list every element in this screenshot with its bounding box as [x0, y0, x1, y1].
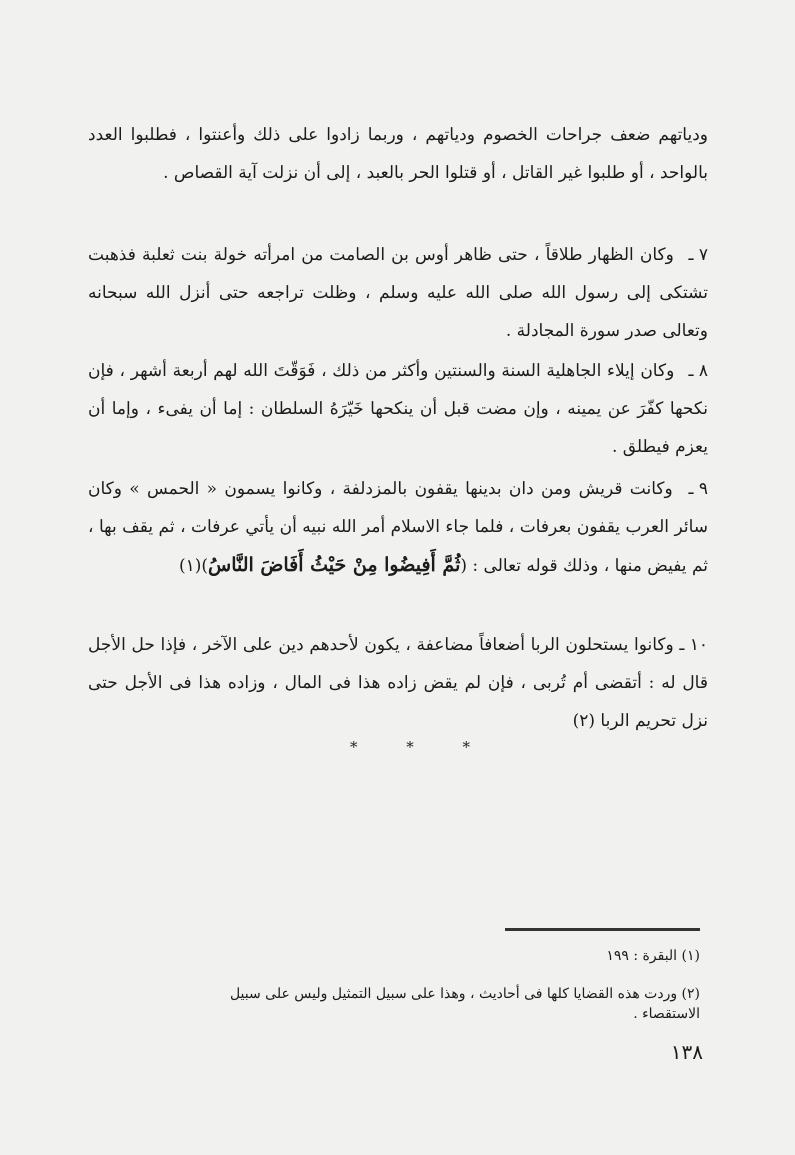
star-icon: * [406, 738, 414, 756]
star-icon: * [462, 738, 470, 756]
paragraph-text: وكانوا يستحلون الربا أضعافاً مضاعفة ، يكون لأحدهم دين على الآخر ، فإذا حل الأجل قال له : أتقضى أم تُربى ، فإن لم يقض زاده هذا فى المال ، وزاده هذا فى الأجل حتى نزل تحريم الربا (٢) [88, 635, 708, 731]
paragraph-text: وكانت قريش ومن دان بدينها يقفون بالمزدلفة ، وكانوا يسمون « الحمس » وكان سائر العرب يقفون بعرفات ، فلما جاء الاسلام أمر الله نبيه أن يأتي عرفات ، ثم يقف بها ، ثم يفيض منها ، وذلك قوله تعالى : ( [88, 479, 708, 576]
paragraph-10 [88, 626, 708, 740]
star-icon: * [350, 738, 358, 756]
footnote-separator [505, 928, 700, 931]
paragraph-number: ١٠ ـ [679, 635, 709, 655]
paragraph-9 [88, 470, 708, 585]
paragraph-number: ٩ ـ [688, 479, 709, 499]
page-number: ١٣٨ [670, 1040, 703, 1064]
footnote-1: (١) البقرة : ١٩٩ [606, 948, 700, 964]
paragraph-text: وكان الظهار طلاقاً ، حتى ظاهر أوس بن الصامت من امرأته خولة بنت ثعلبة فذهبت تشتكى إلى رسول الله صلى الله عليه وسلم ، وظلت تراجعه حتى أنزل الله سبحانه وتعالى صدر سورة المجادلة . [88, 245, 708, 341]
paragraph-text: وكان إيلاء الجاهلية السنة والسنتين وأكثر من ذلك ، فَوَقّتَ الله لهم أربعة أشهر ، فإن نكحها كفّرَ عن يمينه ، وإن مضت قبل أن ينكحها خَيّرَهُ السلطان : إما أن يفىء ، وإما أن يعزم فيطلق . [88, 361, 708, 457]
footnote-2: (٢) وردت هذه القضايا كلها فى أحاديث ، وهذا على سبيل التمثيل وليس على سبيل الاستقصاء . [229, 986, 700, 1022]
paragraph-8 [88, 352, 708, 466]
paragraph-number: ٨ ـ [688, 361, 709, 381]
quran-verse: ثُمَّ أَفِيضُوا مِنْ حَيْثُ أَفَاضَ النَّاسُ [208, 554, 461, 576]
paragraph-7 [88, 236, 708, 350]
paragraph-number: ٧ ـ [688, 245, 709, 265]
main-text [88, 116, 708, 192]
paragraph-continuation: ودياتهم ضعف جراحات الخصوم ودياتهم ، وربما زادوا على ذلك وأعنتوا ، فطلبوا العدد بالواحد ، أو طلبوا غير القاتل ، أو قتلوا الحر بالعبد ، إلى أن نزلت آية القصاص . [88, 125, 708, 183]
footnote-ref: )(١) [178, 556, 209, 576]
section-divider-stars [350, 738, 470, 756]
